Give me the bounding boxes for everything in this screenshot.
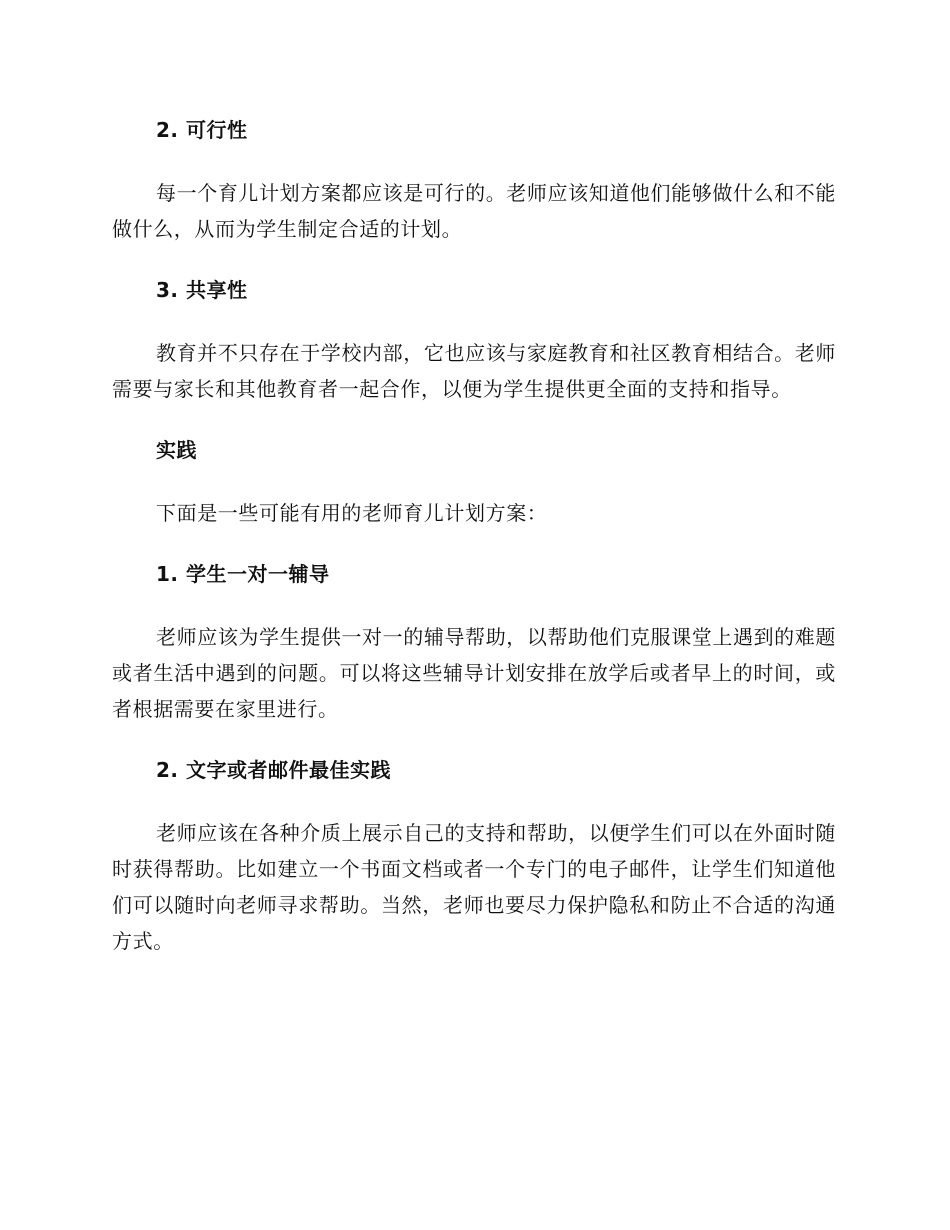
section-heading-text-email: 2. 文字或者邮件最佳实践 [156, 758, 391, 782]
section-heading-sharing: 3. 共享性 [156, 278, 248, 302]
paragraph-text-email: 老师应该在各种介质上展示自己的支持和帮助，以便学生们可以在外面时随时获得帮助。比如建立一个书面文档或者一个专门的电子邮件，让学生们知道他们可以随时向老师寻求帮助。当然，老师也要尽力保护隐私和防止不合适的沟通方式。 [112, 821, 836, 953]
paragraph-sharing: 教育并不只存在于学校内部，它也应该与家庭教育和社区教育相结合。老师需要与家长和其他教育者一起合作，以便为学生提供更全面的支持和指导。 [112, 341, 836, 401]
section-heading-practice: 实践 [156, 438, 197, 462]
section-heading-feasibility: 2. 可行性 [156, 118, 248, 142]
paragraph-feasibility: 每一个育儿计划方案都应该是可行的。老师应该知道他们能够做什么和不能做什么，从而为学生制定合适的计划。 [112, 181, 836, 241]
paragraph-practice-intro: 下面是一些可能有用的老师育儿计划方案： [156, 501, 548, 525]
section-heading-one-on-one: 1. 学生一对一辅导 [156, 562, 330, 586]
document-body [112, 113, 836, 959]
paragraph-one-on-one: 老师应该为学生提供一对一的辅导帮助，以帮助他们克服课堂上遇到的难题或者生活中遇到的问题。可以将这些辅导计划安排在放学后或者早上的时间，或者根据需要在家里进行。 [112, 625, 836, 721]
